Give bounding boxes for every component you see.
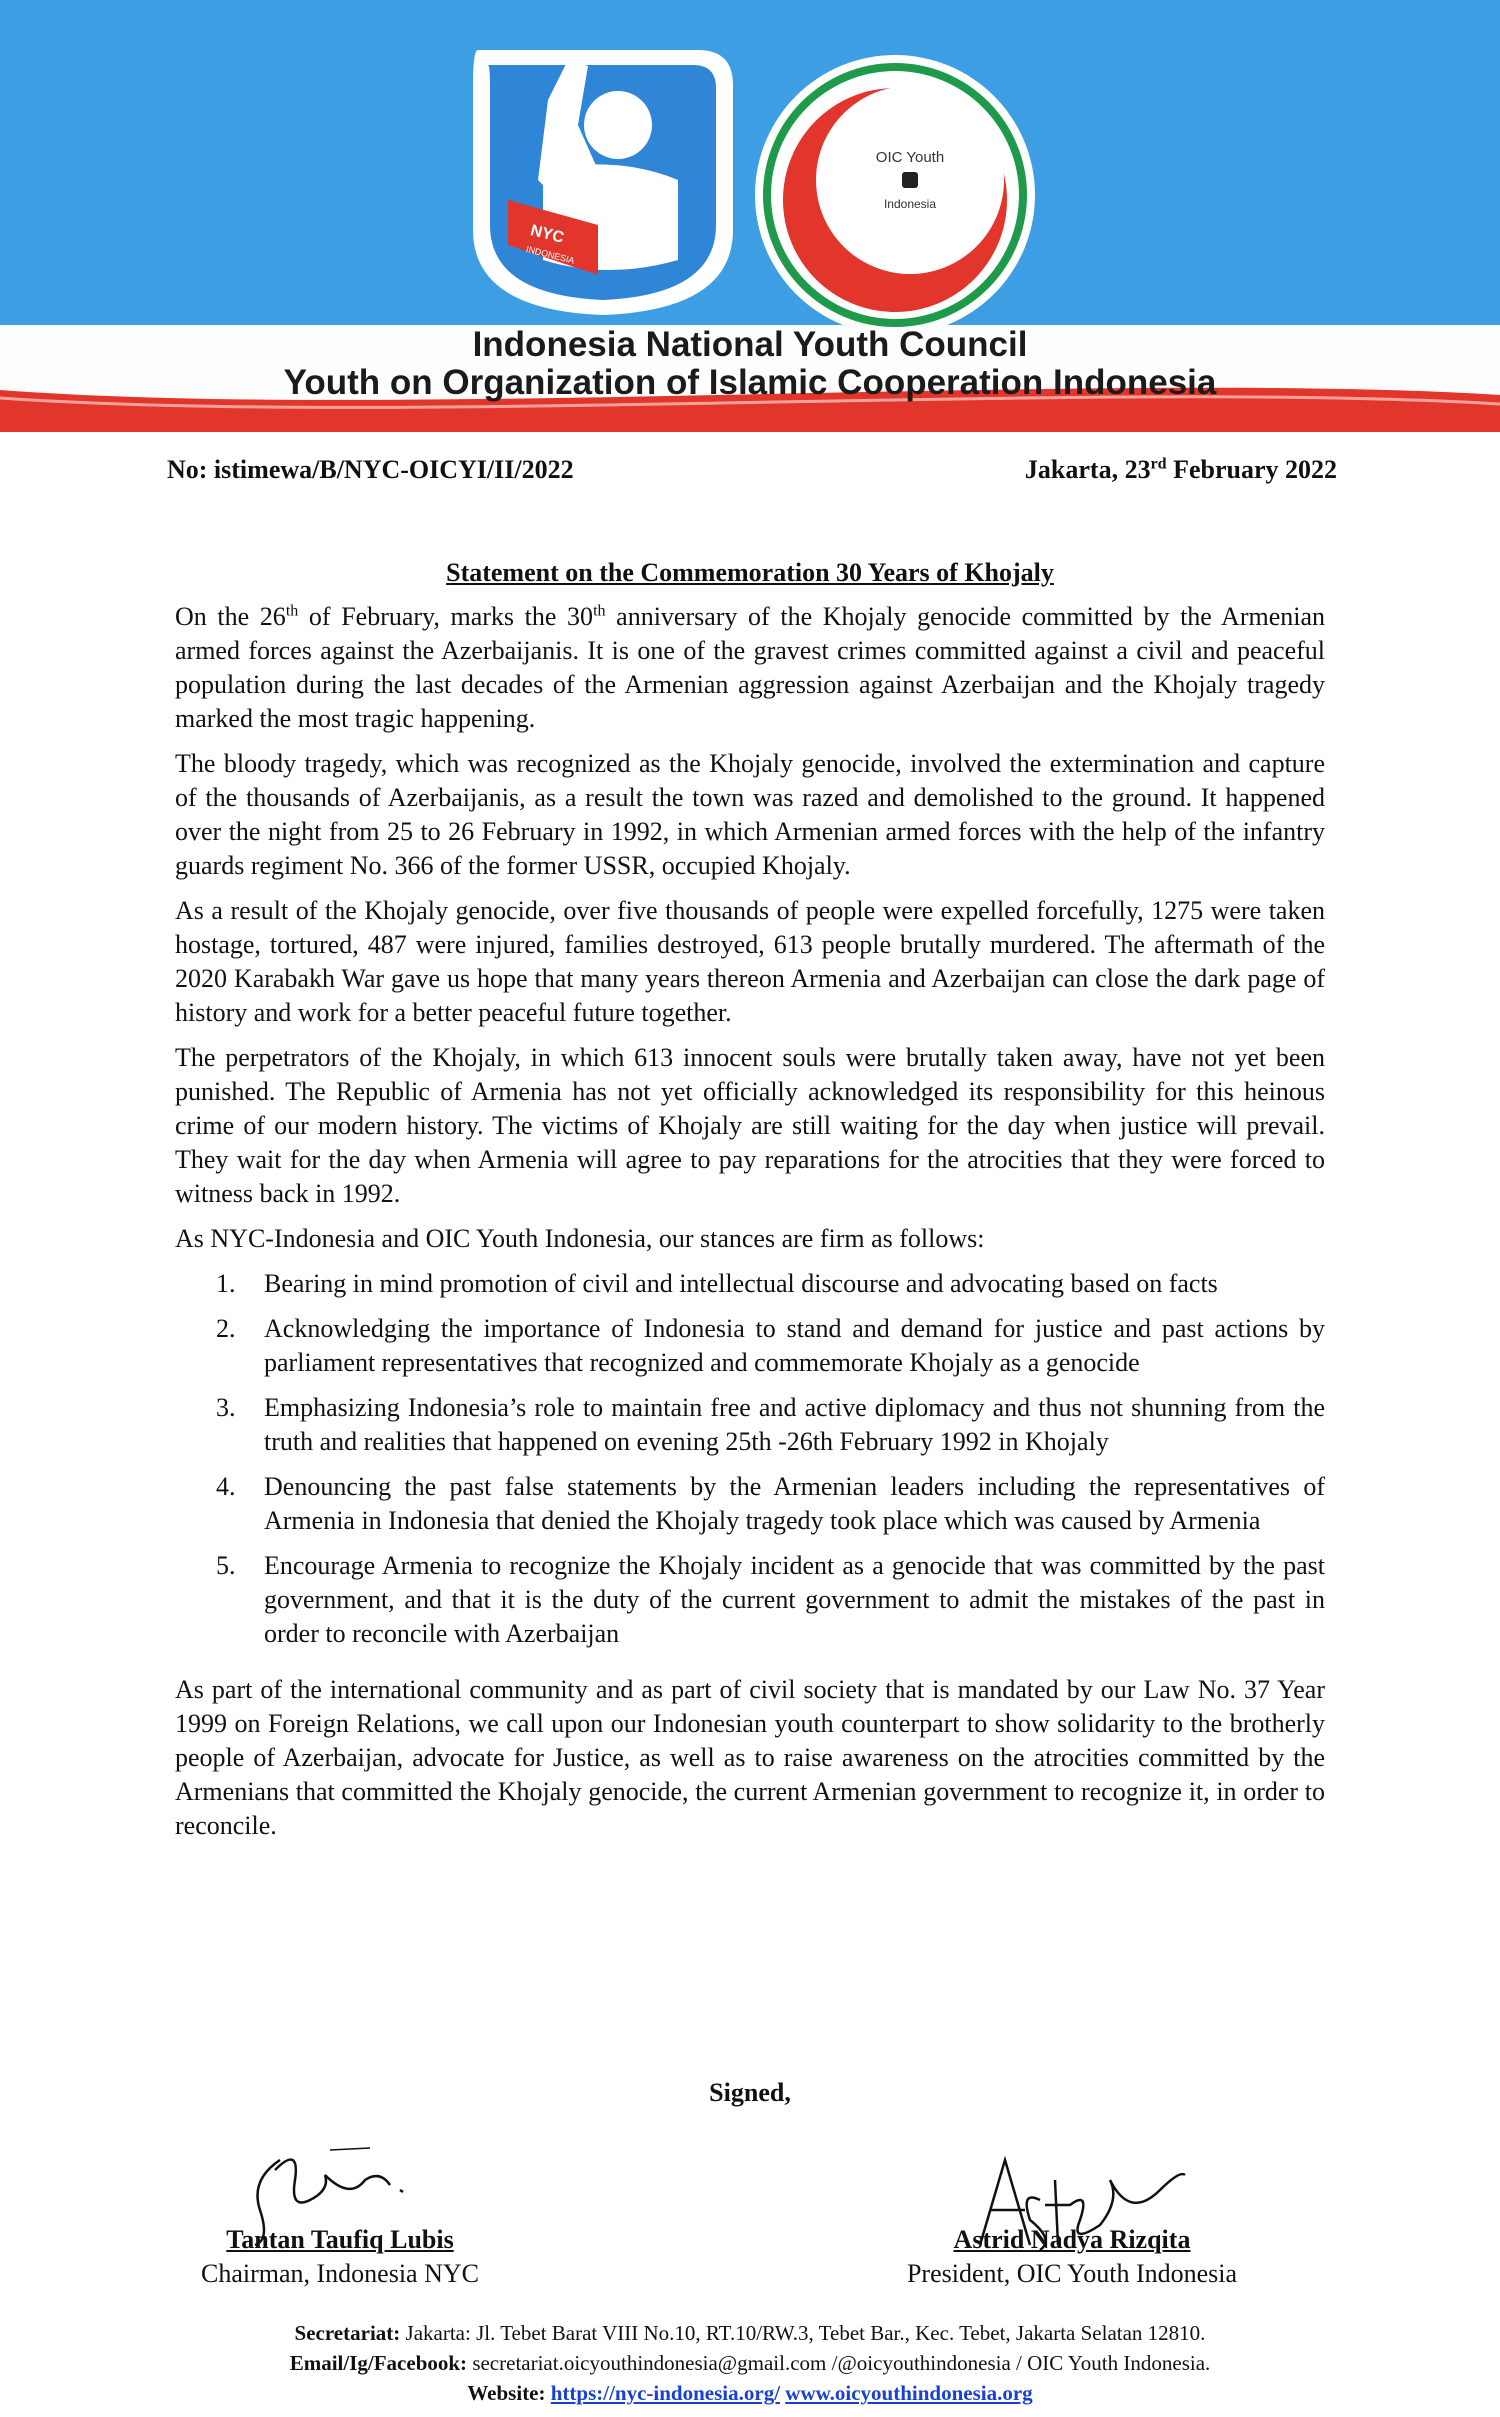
letter-date: Jakarta, 23rd February 2022 xyxy=(1024,455,1337,484)
signatory-role: Chairman, Indonesia NYC xyxy=(200,2259,479,2288)
paragraph-5: As NYC-Indonesia and OIC Youth Indonesia, our stances are firm as follows: xyxy=(175,1224,985,1253)
oic-logo-text-bottom: Indonesia xyxy=(883,197,937,211)
statement-title: Statement on the Commemoration 30 Years of Khojaly xyxy=(446,558,1054,587)
oic-youth-logo xyxy=(750,50,1040,340)
kaaba-icon xyxy=(902,172,918,188)
list-item: 4. Denouncing the past false statements by the Armenian leaders including the representatives of Armenia in Indonesia that denied the Khojaly tragedy took place which was caused by Armenia xyxy=(216,1472,1325,1535)
paragraph-4: The perpetrators of the Khojaly, in which 613 innocent souls were brutally taken away, have not yet been punished. The Republic of Armenia has not yet officially acknowledged its responsibility for this heinous crime of our modern history. The victims of Khojaly are still waiting for the day when justice will prevail. They wait for the day when Armenia will agree to pay reparations for the atrocities that they were forced to witness back in 1992. xyxy=(175,1043,1325,1208)
organization-title xyxy=(0,326,1500,402)
footer-website: Website: https://nyc-indonesia.org/ www.oicyouthindonesia.org xyxy=(467,2381,1033,2405)
nyc-logo xyxy=(448,30,758,320)
paragraph-2: The bloody tragedy, which was recognized as the Khojaly genocide, involved the extermination and capture of the thousands of Azerbaijanis, as a result the town was razed and demolished to the ground. It happened over the night from 25 to 26 February in 1992, in which Armenian armed forces with the help of the infantry guards regiment No. 366 of the former USSR, occupied Khojaly. xyxy=(175,749,1325,880)
signatory-right xyxy=(862,2223,1282,2291)
stances-list xyxy=(175,1267,1325,1651)
footer xyxy=(0,2318,1500,2408)
reference-line xyxy=(167,455,1337,485)
letter-number: No: istimewa/B/NYC-OICYI/II/2022 xyxy=(167,455,574,484)
paragraph-3: As a result of the Khojaly genocide, over five thousands of people were expelled forcefully, 1275 were taken hostage, tortured, 487 were injured, families destroyed, 613 people brutally murdered. The aftermath of the 2020 Karabakh War gave us hope that many years thereon Armenia and Azerbaijan can close the dark page of history and work for a better peaceful future together. xyxy=(175,896,1325,1027)
nyc-logo-subtext: INDONESIA xyxy=(525,244,576,266)
website-link-oic-youth[interactable]: www.oicyouthindonesia.org xyxy=(785,2381,1033,2405)
organization-name-line2: Youth on Organization of Islamic Cooperation Indonesia xyxy=(283,363,1217,402)
paragraph-1: On the 26th of February, marks the 30th anniversary of the Khojaly genocide committed by the Armenian armed forces against the Azerbaijanis. It is one of the gravest crimes committed against a civil and peaceful population during the last decades of the Armenian aggression against Azerbaijan and the Khojaly tragedy marked the most tragic happening. xyxy=(175,602,1325,733)
signed-label: Signed, xyxy=(709,2078,791,2107)
list-item: 1. Bearing in mind promotion of civil and intellectual discourse and advocating based on facts xyxy=(216,1269,1218,1298)
footer-secretariat: Secretariat: Jakarta: Jl. Tebet Barat VIII No.10, RT.10/RW.3, Tebet Bar., Kec. Tebet, Jakarta Selatan 12810. xyxy=(294,2321,1206,2345)
footer-contact: Email/Ig/Facebook: secretariat.oicyouthindonesia@gmail.com /@oicyouthindonesia / OIC Youth Indonesia. xyxy=(289,2351,1211,2375)
list-item: 2. Acknowledging the importance of Indonesia to stand and demand for justice and past actions by parliament representatives that recognized and commemorate Khojaly as a genocide xyxy=(216,1314,1325,1377)
list-item: 3. Emphasizing Indonesia’s role to maintain free and active diplomacy and thus not shunning from the truth and realities that happened on evening 25th -26th February 1992 in Khojaly xyxy=(216,1393,1325,1456)
list-item: 5. Encourage Armenia to recognize the Khojaly incident as a genocide that was committed by the past government, and that it is the duty of the current government to admit the mistakes of the past in order to reconcile with Azerbaijan xyxy=(216,1551,1325,1648)
signatory-name: Tantan Taufiq Lubis xyxy=(226,2225,454,2254)
signatory-role: President, OIC Youth Indonesia xyxy=(906,2259,1238,2288)
paragraph-6: As part of the international community and as part of civil society that is mandated by our Law No. 37 Year 1999 on Foreign Relations, we call upon our Indonesian youth counterpart to show solidarity to the brotherly people of Azerbaijan, advocate for Justice, as well as to raise awareness on the atrocities committed by the Armenians that committed the Khojaly genocide, the current Armenian government to recognize it, in order to reconcile. xyxy=(175,1675,1325,1840)
website-link-nyc[interactable]: https://nyc-indonesia.org/ xyxy=(550,2381,781,2405)
letterhead xyxy=(0,0,1500,432)
oic-logo-text-top: OIC Youth xyxy=(875,149,945,166)
organization-name-line1: Indonesia National Youth Council xyxy=(472,325,1028,364)
signatory-name: Astrid Nadya Rizqita xyxy=(953,2225,1191,2254)
letter-body xyxy=(175,600,1325,1854)
nyc-logo-text: NYC xyxy=(528,222,566,247)
signatory-left xyxy=(130,2223,550,2291)
